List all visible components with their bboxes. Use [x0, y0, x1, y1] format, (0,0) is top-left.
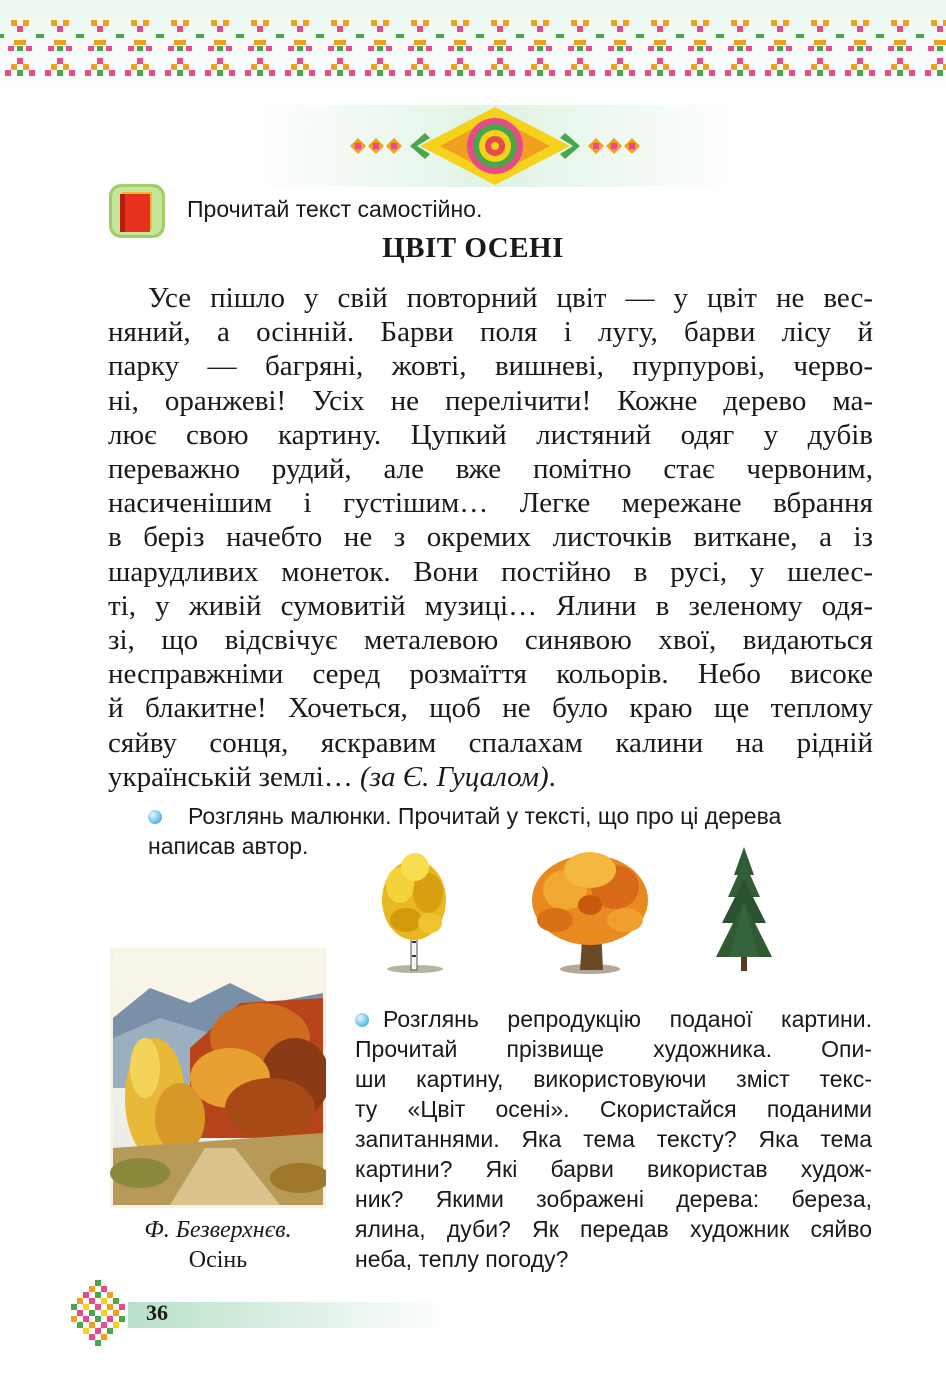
- embroidery-border: [0, 0, 946, 90]
- task2-text: [355, 1004, 872, 1274]
- story-line: насиченішим і густішим… Легке мережане вбрання: [108, 487, 873, 520]
- task1-line1: Розглянь малюнки. Прочитай у тексті, що про ці дерева: [188, 803, 782, 829]
- story-last-text: українській землі…: [108, 760, 353, 793]
- story-text: [108, 281, 873, 794]
- painting-image: [110, 948, 326, 1208]
- story-line: ті, у живій сумовитій музиці… Ялини в зеленому одя-: [108, 589, 873, 622]
- page-number: 36: [146, 1300, 168, 1325]
- task2-line: Розглянь репродукцію поданої картини.: [383, 1006, 872, 1032]
- story-line: зі, що відсвічує металевою синявою хвої, видаються: [108, 624, 873, 657]
- task2-line: неба, теплу погоду?: [355, 1246, 569, 1272]
- decorative-ornament: [255, 105, 735, 187]
- task2-line: ши картину, використовуючи зміст текс-: [355, 1066, 872, 1092]
- story-title: ЦВІТ ОСЕНІ: [382, 232, 564, 264]
- spruce-tree-image: [712, 845, 776, 975]
- task2-line: запитаннями. Яка тема тексту? Яка тема: [355, 1126, 872, 1152]
- story-line: несправжніми серед розмаїття кольорів. Небо високе: [108, 658, 873, 691]
- task1-line2: написав автор.: [148, 833, 309, 859]
- story-last-line: [108, 760, 873, 794]
- story-line: в беріз начебто не з окремих листочків виткане, а із: [108, 521, 873, 554]
- story-line: переважно рудий, але вже помітно стає червоним,: [108, 453, 873, 486]
- task2-line: ник? Якими зображені дерева: береза,: [355, 1186, 872, 1212]
- task2-line: ту «Цвіт осені». Скористайся поданими: [355, 1096, 872, 1122]
- footer-ornament: [68, 1278, 448, 1352]
- story-line: ні, оранжеві! Усіх не перелічити! Кожне дерево ма-: [108, 384, 873, 417]
- story-line: й блакитне! Хочеться, щоб не було краю ще теплому: [108, 692, 873, 725]
- task2-line: Прочитай прізвище художника. Опи-: [355, 1036, 872, 1062]
- book-icon: [108, 183, 166, 239]
- oak-tree-image: [525, 845, 655, 975]
- story-line: сяйву сонця, яскравим спалахам калини на рідній: [108, 726, 873, 759]
- story-line: парку — багряні, жовті, вишневі, пурпурові, черво-: [108, 350, 873, 383]
- story-end: .: [548, 760, 556, 793]
- story-line: Усе пішло у свій повторний цвіт — у цвіт не вес-: [148, 282, 873, 314]
- story-line: шарудливих монеток. Вони постійно в русі, у шелес-: [108, 555, 873, 588]
- birch-tree-image: [370, 845, 460, 975]
- story-line: няний, а осінній. Барви поля і лугу, барви лісу й: [108, 316, 873, 349]
- caption-author: Ф. Безверхнєв.: [144, 1217, 292, 1243]
- bullet-icon: [148, 810, 162, 824]
- task2-line: картини? Які барви використав худож-: [355, 1156, 872, 1182]
- instruction-read: Прочитай текст самостійно.: [187, 196, 483, 222]
- story-author: (за Є. Гуцалом): [360, 760, 549, 793]
- caption-title: Осінь: [188, 1247, 248, 1273]
- task2-line: ялина, дуби? Як передав художник сяйво: [355, 1216, 872, 1242]
- story-line: лює свою картину. Цупкий листяний одяг у дубів: [108, 418, 873, 451]
